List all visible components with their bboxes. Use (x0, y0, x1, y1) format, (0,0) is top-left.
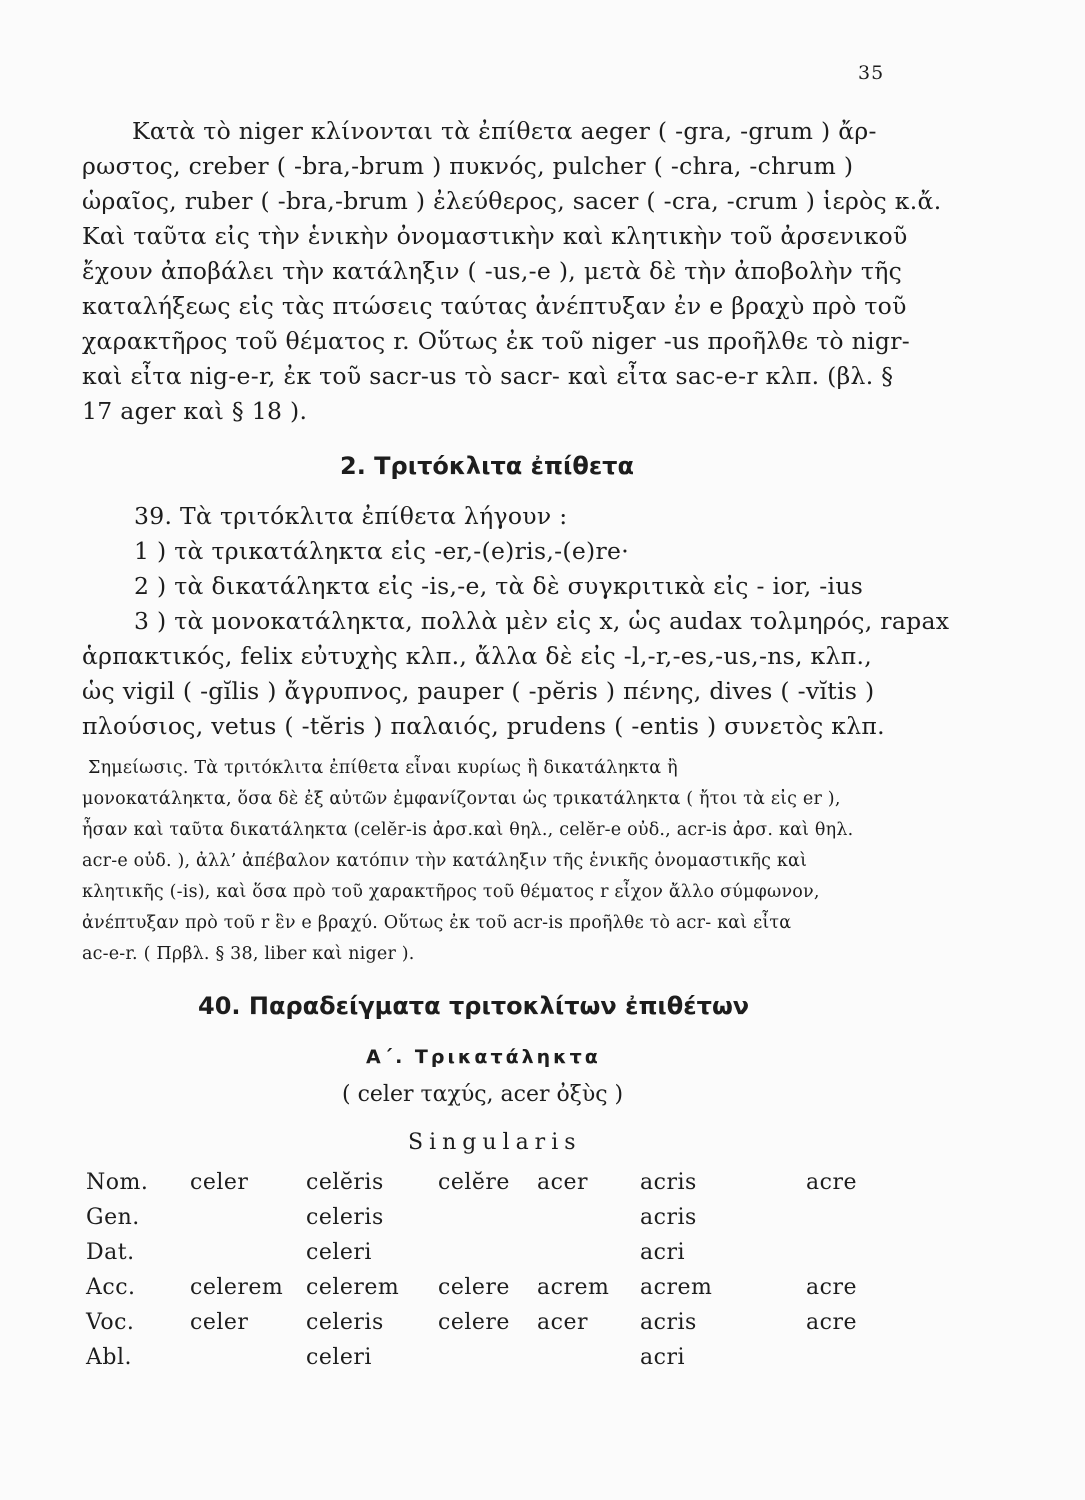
text-line: καὶ εἶτα nig-e-r, ἐκ τοῦ sacr-us τὸ sacr- καὶ εἶτα sac-e-r κλπ. (βλ. § (82, 362, 894, 390)
note-line: κλητικῆς (-is), καὶ ὅσα πρὸ τοῦ χαρακτῆρος τοῦ θέματος r εἶχον ἄλλο σύμφωνον, (82, 882, 820, 902)
form-cell: acre (806, 1310, 857, 1335)
table-row (0, 1240, 1085, 1272)
form-cell: celĕris (306, 1170, 384, 1195)
form-cell: celeris (306, 1310, 384, 1335)
form-cell: acer (537, 1310, 588, 1335)
form-cell: celĕre (438, 1170, 510, 1195)
form-cell: acri (640, 1240, 685, 1265)
form-cell: acris (640, 1205, 697, 1230)
form-cell: celerem (306, 1275, 400, 1300)
form-cell: acris (640, 1310, 697, 1335)
form-cell: acris (640, 1170, 697, 1195)
case-label: Abl. (86, 1345, 132, 1370)
text-line: καταλήξεως εἰς τὰς πτώσεις ταύτας ἀνέπτυξαν ἐν e βραχὺ πρὸ τοῦ (82, 292, 907, 320)
text-line: ἔχουν ἀποβάλει τὴν κατάληξιν ( -us,-e ), μετὰ δὲ τὴν ἀποβολὴν τῆς (82, 257, 903, 285)
text-line: ἁρπακτικός, felix εὐτυχὴς κλπ., ἄλλα δὲ εἰς -l,-r,-es,-us,-ns, κλπ., (82, 642, 872, 670)
form-cell: acri (640, 1345, 685, 1370)
case-label: Dat. (86, 1240, 135, 1265)
table-row (0, 1170, 1085, 1202)
text-line: Καὶ ταῦτα εἰς τὴν ἑνικὴν ὀνομαστικὴν καὶ κλητικὴν τοῦ ἀρσενικοῦ (82, 222, 908, 250)
form-cell: acre (806, 1275, 857, 1300)
text-line: 17 ager καὶ § 18 ). (82, 397, 308, 425)
note-line: ac-e-r. ( Πρβλ. § 38, liber καὶ niger ). (82, 944, 415, 964)
case-label: Gen. (86, 1205, 140, 1230)
table-row (0, 1275, 1085, 1307)
form-cell: celer (190, 1310, 249, 1335)
table-row (0, 1345, 1085, 1377)
form-cell: celer (190, 1170, 249, 1195)
form-cell: acer (537, 1170, 588, 1195)
table-row (0, 1310, 1085, 1342)
example-words: ( celer ταχύς, acer ὀξὺς ) (342, 1082, 624, 1107)
text-line: ὡραῖος, ruber ( -bra,-brum ) ἐλεύθερος, sacer ( -cra, -crum ) ἱερὸς κ.ἄ. (82, 187, 942, 215)
text-line: 39. Τὰ τριτόκλιτα ἐπίθετα λήγουν : (134, 502, 568, 530)
form-cell: celeris (306, 1205, 384, 1230)
form-cell: celeri (306, 1240, 372, 1265)
subheading: Α΄. Τρικατάληκτα (366, 1046, 601, 1068)
text-line: Κατὰ τὸ niger κλίνονται τὰ ἐπίθετα aeger ( -gra, -grum ) ἄρ- (132, 117, 877, 145)
note-line: ἦσαν καὶ ταῦτα δικατάληκτα (celĕr-is ἀρσ.καὶ θηλ., celĕr-e οὐδ., acr-is ἀρσ. καὶ θηλ. (82, 820, 854, 840)
list-item: 3 ) τὰ μονοκατάληκτα, πολλὰ μὲν εἰς x, ὡς audax τολμηρός, rapax (134, 607, 950, 635)
page-number: 35 (858, 62, 885, 84)
form-cell: acre (806, 1170, 857, 1195)
number-label: Singularis (408, 1130, 582, 1155)
text-line: ὡς vigil ( -gĭlis ) ἄγρυπνος, pauper ( -pĕris ) πένης, dives ( -vĭtis ) (82, 677, 875, 705)
case-label: Nom. (86, 1170, 149, 1195)
note-line: μονοκατάληκτα, ὅσα δὲ ἐξ αὐτῶν ἐμφανίζονται ὡς τρικατάληκτα ( ἤτοι τὰ εἰς er ), (82, 789, 841, 809)
case-label: Acc. (86, 1275, 136, 1300)
form-cell: acrem (537, 1275, 610, 1300)
note-line: Σημείωσις. Τὰ τριτόκλιτα ἐπίθετα εἶναι κυρίως ἢ δικατάληκτα ἢ (88, 758, 678, 778)
form-cell: celere (438, 1275, 510, 1300)
text-line: ρωστος, creber ( -bra,-brum ) πυκνός, pulcher ( -chra, -chrum ) (82, 152, 854, 180)
list-item: 2 ) τὰ δικατάληκτα εἰς -is,-e, τὰ δὲ συγκριτικὰ εἰς - ior, -ius (134, 572, 864, 600)
section-heading: 40. Παραδείγματα τριτοκλίτων ἐπιθέτων (198, 992, 750, 1020)
form-cell: celerem (190, 1275, 284, 1300)
form-cell: celeri (306, 1345, 372, 1370)
form-cell: celere (438, 1310, 510, 1335)
note-line: ἀνέπτυξαν πρὸ τοῦ r ἓν e βραχύ. Οὕτως ἐκ τοῦ acr-is προῆλθε τὸ acr- καὶ εἶτα (82, 913, 792, 933)
section-heading: 2. Τριτόκλιτα ἐπίθετα (340, 452, 634, 480)
form-cell: acrem (640, 1275, 713, 1300)
case-label: Voc. (86, 1310, 135, 1335)
note-line: acr-e οὐδ. ), ἀλλ’ ἀπέβαλον κατόπιν τὴν κατάληξιν τῆς ἑνικῆς ὀνομαστικῆς καὶ (82, 851, 808, 871)
text-line: πλούσιος, vetus ( -tĕris ) παλαιός, prudens ( -entis ) συνετὸς κλπ. (82, 712, 885, 740)
list-item: 1 ) τὰ τρικατάληκτα εἰς -er,-(e)ris,-(e)re· (134, 537, 630, 565)
text-line: χαρακτῆρος τοῦ θέματος r. Οὕτως ἐκ τοῦ niger -us προῆλθε τὸ nigr- (82, 327, 910, 355)
table-row (0, 1205, 1085, 1237)
